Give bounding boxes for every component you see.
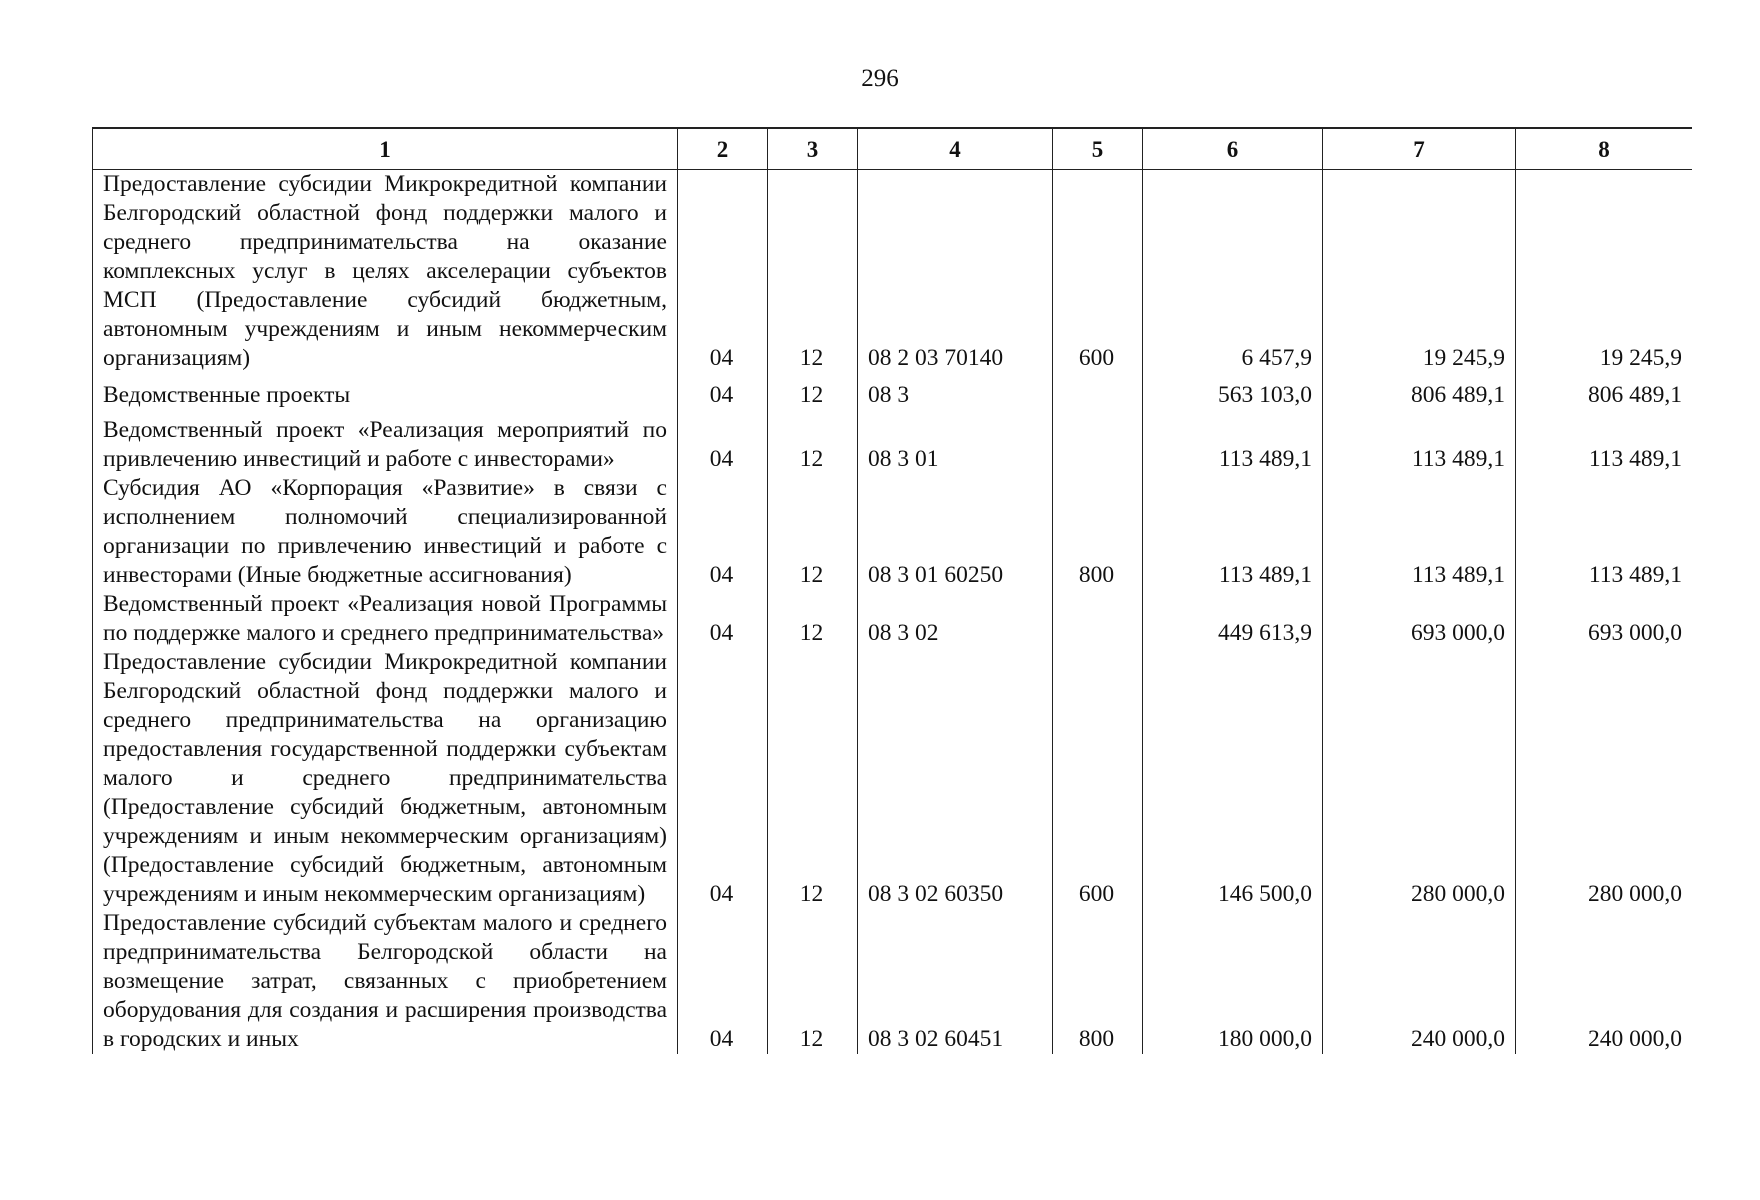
row-target-code: 08 3 02 60451	[858, 909, 1053, 1054]
row-subsection: 12	[768, 170, 858, 380]
row-subsection: 12	[768, 416, 858, 474]
row-amount-year-2: 806 489,1	[1323, 379, 1516, 416]
row-amount-year-3: 806 489,1	[1516, 379, 1693, 416]
row-section: 04	[678, 590, 768, 648]
row-name: Предоставление субсидий субъектам малого и среднего предпринимательства Белгородской области на возмещение затрат, связанных с приобретением оборудования для создания и расширения производства в городских и иных	[93, 909, 678, 1054]
row-amount-year-2: 693 000,0	[1323, 590, 1516, 648]
header-col-4: 4	[858, 128, 1053, 170]
row-name: Ведомственный проект «Реализация мероприятий по привлечению инвестиций и работе с инвесторами»	[93, 416, 678, 474]
row-amount-year-1: 6 457,9	[1143, 170, 1323, 380]
row-name: Предоставление субсидии Микрокредитной компании Белгородский областной фонд поддержки малого и среднего предпринимательства на организацию предоставления государственной поддержки субъектам малого и среднего предпринимательства (Предоставление субсидий бюджетным, автономным учреждениям и иным некоммерческим организациям) (Предоставление субсидий бюджетным, автономным учреждениям и иным некоммерческим организациям)	[93, 648, 678, 909]
table-row	[93, 416, 1693, 474]
table-row	[93, 170, 1693, 380]
row-amount-year-3: 280 000,0	[1516, 648, 1693, 909]
row-amount-year-1: 146 500,0	[1143, 648, 1323, 909]
row-amount-year-3: 693 000,0	[1516, 590, 1693, 648]
row-section: 04	[678, 416, 768, 474]
row-name: Ведомственный проект «Реализация новой Программы по поддержке малого и среднего предпринимательства»	[93, 590, 678, 648]
table-row	[93, 379, 1693, 416]
row-amount-year-1: 113 489,1	[1143, 474, 1323, 590]
table-header-row	[93, 128, 1693, 170]
page-number: 296	[861, 65, 899, 92]
row-name: Предоставление субсидии Микрокредитной компании Белгородский областной фонд поддержки малого и среднего предпринимательства на оказание комплексных услуг в целях акселерации субъектов МСП (Предоставление субсидий бюджетным, автономным учреждениям и иным некоммерческим организациям)	[93, 170, 678, 380]
budget-table	[92, 127, 1692, 1054]
row-amount-year-2: 113 489,1	[1323, 416, 1516, 474]
row-section: 04	[678, 170, 768, 380]
header-col-7: 7	[1323, 128, 1516, 170]
row-target-code: 08 3 02	[858, 590, 1053, 648]
row-name: Ведомственные проекты	[93, 379, 678, 416]
row-expense-type: 600	[1053, 648, 1143, 909]
row-amount-year-3: 240 000,0	[1516, 909, 1693, 1054]
row-target-code: 08 3 01	[858, 416, 1053, 474]
row-amount-year-1: 563 103,0	[1143, 379, 1323, 416]
table-row	[93, 648, 1693, 909]
row-amount-year-1: 180 000,0	[1143, 909, 1323, 1054]
row-subsection: 12	[768, 648, 858, 909]
header-col-6: 6	[1143, 128, 1323, 170]
row-expense-type	[1053, 416, 1143, 474]
row-subsection: 12	[768, 379, 858, 416]
table-row	[93, 474, 1693, 590]
row-target-code: 08 3 02 60350	[858, 648, 1053, 909]
row-amount-year-3: 113 489,1	[1516, 416, 1693, 474]
row-section: 04	[678, 648, 768, 909]
header-col-8: 8	[1516, 128, 1693, 170]
header-col-5: 5	[1053, 128, 1143, 170]
budget-table-container	[92, 127, 1692, 1137]
row-amount-year-1: 449 613,9	[1143, 590, 1323, 648]
row-expense-type	[1053, 379, 1143, 416]
header-col-1: 1	[93, 128, 678, 170]
row-subsection: 12	[768, 474, 858, 590]
row-expense-type: 800	[1053, 474, 1143, 590]
row-amount-year-2: 240 000,0	[1323, 909, 1516, 1054]
header-col-3: 3	[768, 128, 858, 170]
row-expense-type	[1053, 590, 1143, 648]
row-expense-type: 600	[1053, 170, 1143, 380]
row-target-code: 08 2 03 70140	[858, 170, 1053, 380]
row-amount-year-3: 113 489,1	[1516, 474, 1693, 590]
row-expense-type: 800	[1053, 909, 1143, 1054]
table-row	[93, 590, 1693, 648]
header-col-2: 2	[678, 128, 768, 170]
row-section: 04	[678, 379, 768, 416]
row-section: 04	[678, 909, 768, 1054]
row-target-code: 08 3 01 60250	[858, 474, 1053, 590]
row-subsection: 12	[768, 909, 858, 1054]
row-amount-year-2: 113 489,1	[1323, 474, 1516, 590]
row-amount-year-3: 19 245,9	[1516, 170, 1693, 380]
row-amount-year-1: 113 489,1	[1143, 416, 1323, 474]
row-target-code: 08 3	[858, 379, 1053, 416]
row-amount-year-2: 19 245,9	[1323, 170, 1516, 380]
table-row	[93, 909, 1693, 1054]
row-subsection: 12	[768, 590, 858, 648]
row-amount-year-2: 280 000,0	[1323, 648, 1516, 909]
row-name: Субсидия АО «Корпорация «Развитие» в связи с исполнением полномочий специализированной организации по привлечению инвестиций и работе с инвесторами (Иные бюджетные ассигнования)	[93, 474, 678, 590]
row-section: 04	[678, 474, 768, 590]
